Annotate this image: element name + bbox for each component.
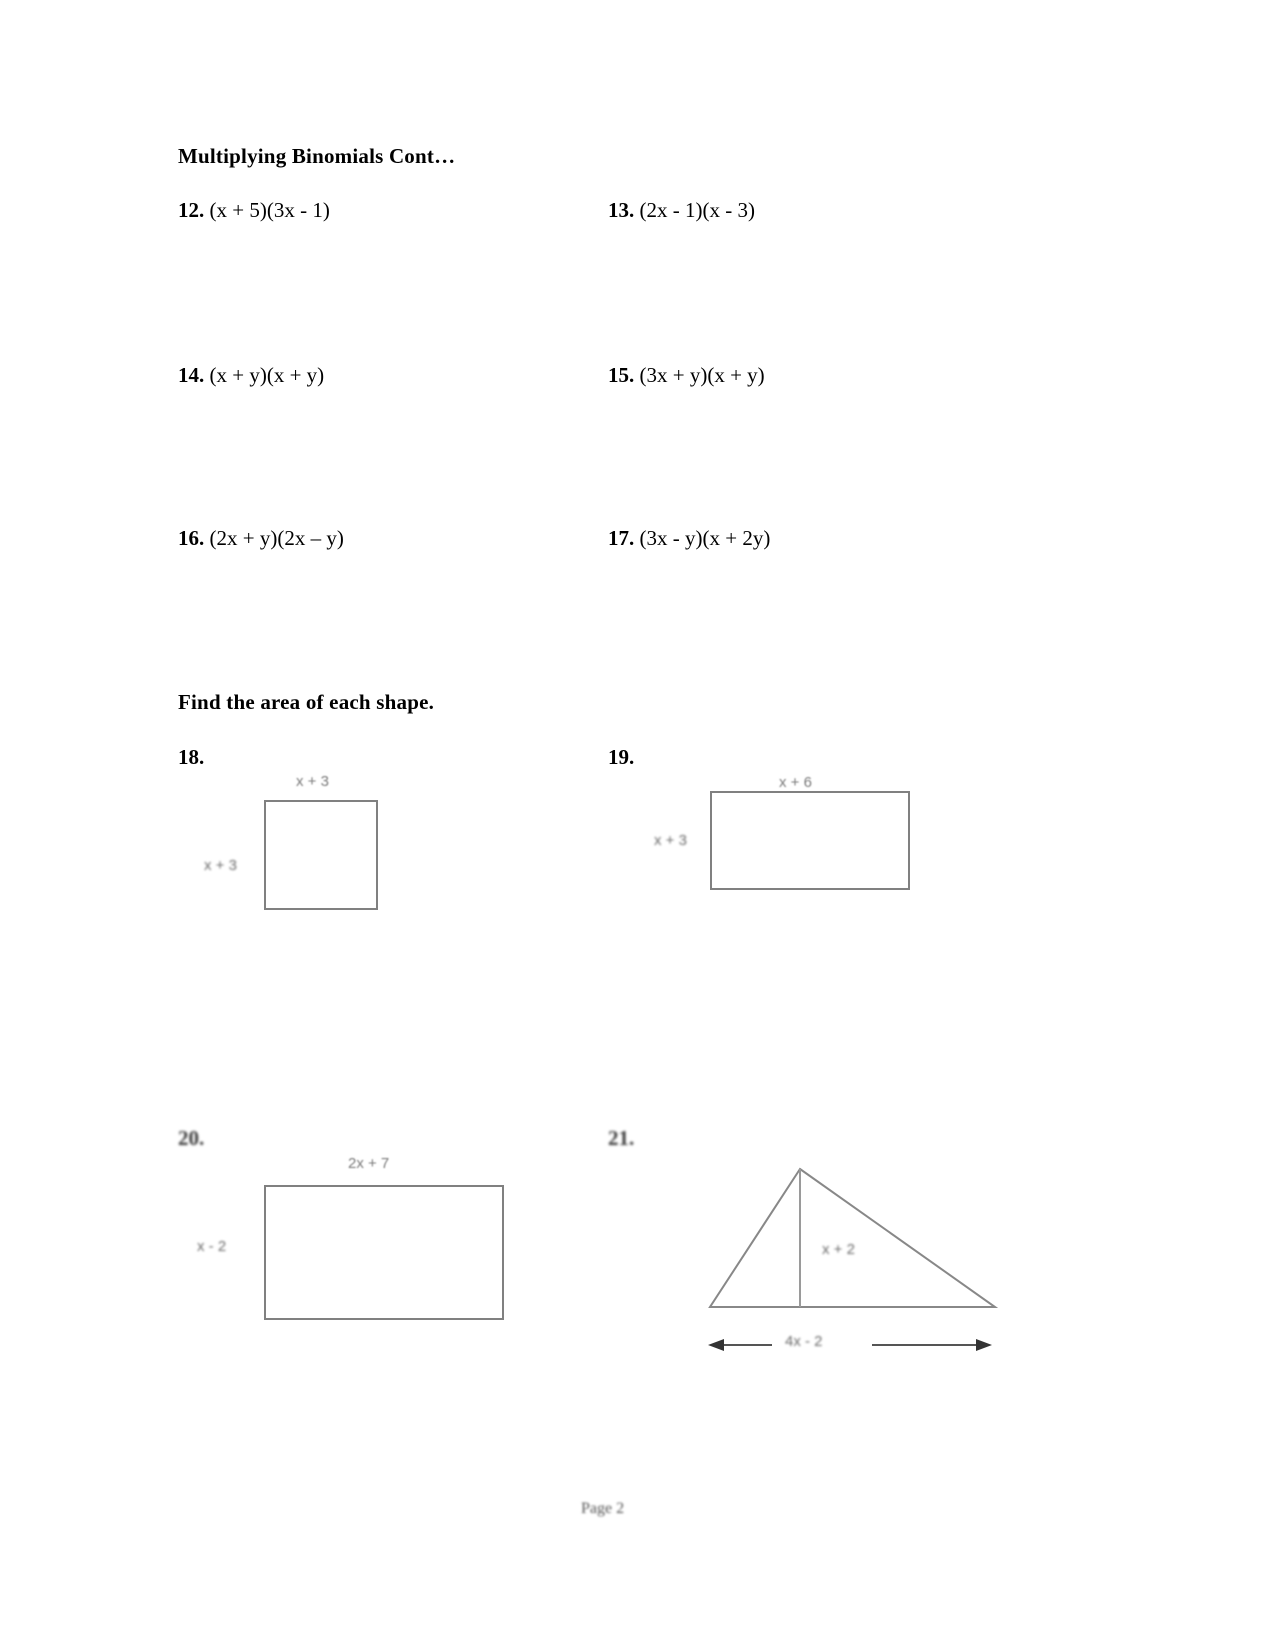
shape-20-number: 20. (178, 1126, 205, 1150)
section-heading: Find the area of each shape. (178, 690, 435, 714)
shape-21-triangle-svg (700, 1155, 1010, 1375)
problem-16-number: 16. (178, 526, 210, 550)
shape-21-number: 21. (608, 1126, 635, 1150)
page-footer: Page 2 (581, 1500, 625, 1517)
problem-15-expression: (3x + y)(x + y) (639, 363, 765, 387)
problem-17 (608, 526, 770, 551)
problem-13 (608, 198, 755, 223)
problem-14-expression: (x + y)(x + y) (209, 363, 325, 387)
shape-19-top-label: x + 6 (779, 774, 812, 791)
triangle-outline (710, 1169, 995, 1307)
shape-19-rectangle (710, 791, 910, 890)
shape-20-rectangle (264, 1185, 504, 1320)
problem-16-expression: (2x + y)(2x – y) (209, 526, 344, 550)
base-arrow-left (708, 1339, 724, 1351)
shape-21-base-label: 4x - 2 (785, 1333, 823, 1350)
problem-12-expression: (x + 5)(3x - 1) (209, 198, 330, 222)
shape-20-side-label: x - 2 (197, 1238, 227, 1255)
problem-14 (178, 363, 324, 388)
shape-21-triangle-group (700, 1155, 1010, 1375)
shape-21-height-label: x + 2 (822, 1241, 855, 1258)
shape-18-number: 18. (178, 745, 205, 769)
problem-13-number: 13. (608, 198, 640, 222)
problem-17-number: 17. (608, 526, 640, 550)
shape-18-number-wrap (178, 745, 204, 770)
problem-16 (178, 526, 344, 551)
shape-19-number-wrap (608, 745, 634, 770)
problem-12-number: 12. (178, 198, 210, 222)
problem-12 (178, 198, 330, 223)
problem-15-number: 15. (608, 363, 640, 387)
base-arrow-right (976, 1339, 992, 1351)
page-title: Multiplying Binomials Cont… (178, 144, 456, 168)
shape-18-side-label: x + 3 (204, 857, 237, 874)
shape-18-rectangle (264, 800, 378, 910)
shape-19-number: 19. (608, 745, 635, 769)
problem-14-number: 14. (178, 363, 210, 387)
problem-17-expression: (3x - y)(x + 2y) (639, 526, 771, 550)
shape-19-side-label: x + 3 (654, 832, 687, 849)
problem-13-expression: (2x - 1)(x - 3) (639, 198, 755, 222)
shape-20-top-label: 2x + 7 (348, 1155, 390, 1172)
problem-15 (608, 363, 765, 388)
shape-18-top-label: x + 3 (296, 773, 329, 790)
